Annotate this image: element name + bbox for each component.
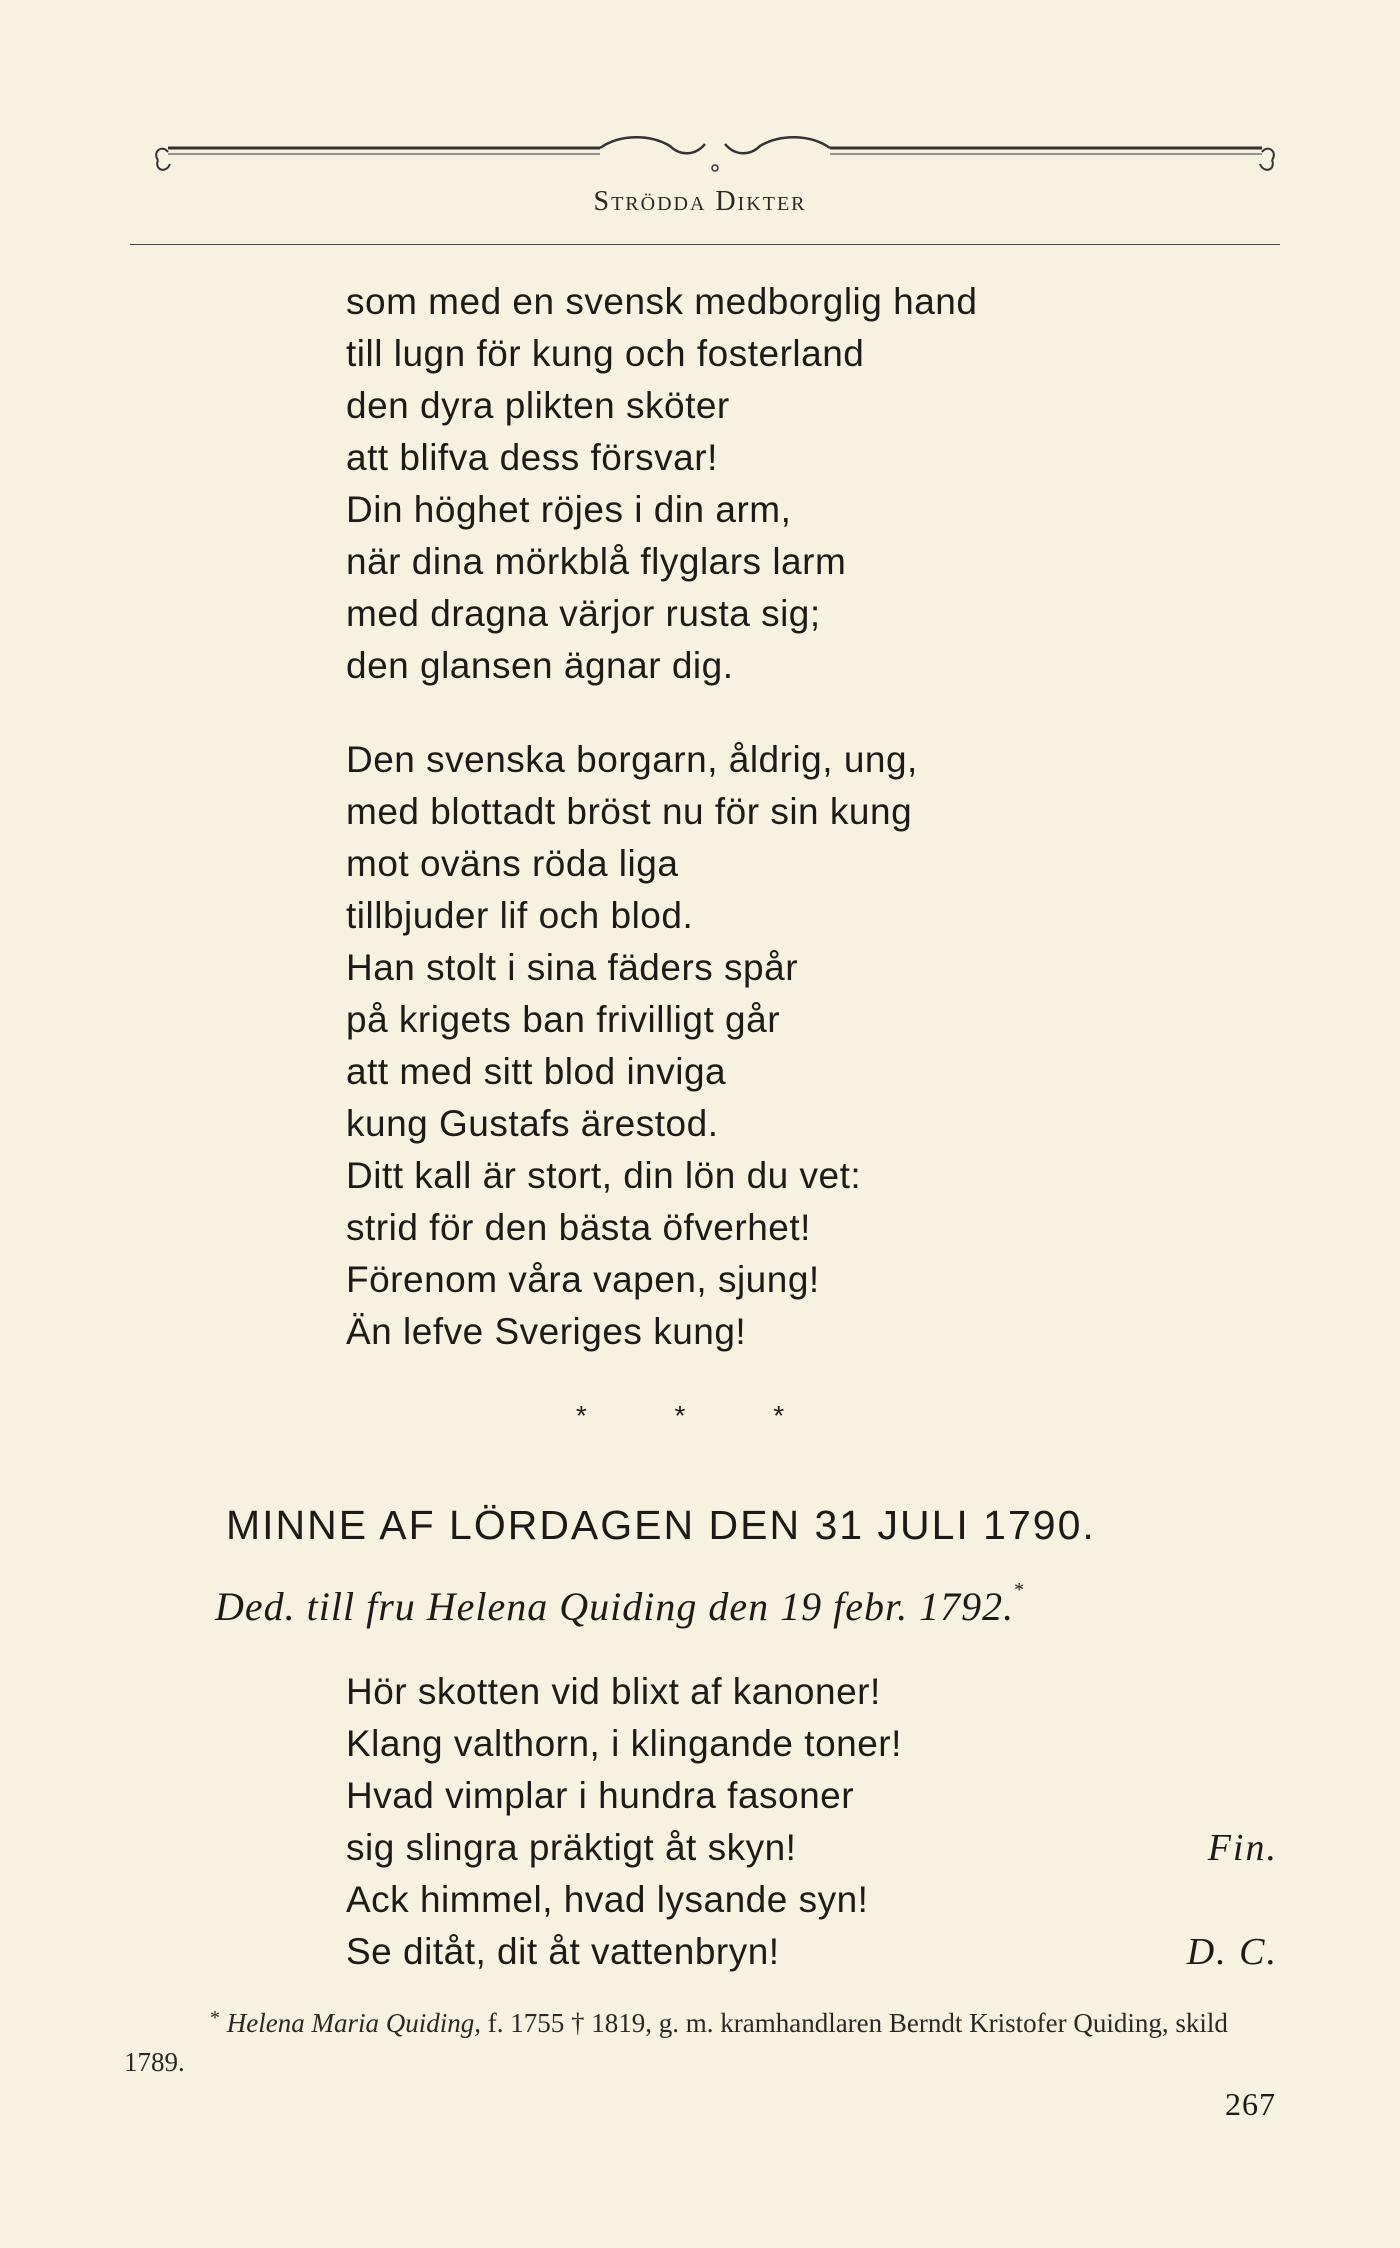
footnote [124,2005,1280,2080]
verse-line: Den svenska borgarn, åldrig, ung, [346,739,918,780]
footnote-mark: * [1014,1579,1026,1601]
poem-title: MINNE AF LÖRDAGEN DEN 31 JULI 1790. [226,1502,1096,1548]
verse-line: tillbjuder lif och blod. [346,895,694,936]
verse-line: Klang valthorn, i klingande toner! [346,1723,902,1764]
verse-line: att blifva dess försvar! [346,437,718,478]
verse-line: på krigets ban frivilligt går [346,999,781,1040]
verse-line: när dina mörkblå flyglars larm [346,541,847,582]
verse-line: som med en svensk medborglig hand [346,281,978,322]
marker-fin: Fin. [1207,1827,1278,1869]
verse-line: sig slingra präktigt åt skyn! [346,1827,797,1868]
footnote-mark: * [210,2007,220,2029]
header-rule [130,244,1280,245]
verse-line: strid för den bästa öfverhet! [346,1207,811,1248]
verse-line: Hör skotten vid blixt af kanoner! [346,1671,881,1712]
verse-line: med blottadt bröst nu för sin kung [346,791,913,832]
section-break: * * * [575,1400,825,1431]
verse-line: Än lefve Sveriges kung! [346,1311,747,1352]
verse-line: Ack himmel, hvad lysande syn! [346,1879,869,1920]
verse-line: med dragna värjor rusta sig; [346,593,821,634]
verse-line: Förenom våra vapen, sjung! [346,1259,820,1300]
footnote-text: f. 1755 † 1819, g. m. kramhandlaren Berndt Kristofer Quiding, skild 1789. [124,2008,1228,2077]
verse-line: Han stolt i sina fäders spår [346,947,799,988]
poem-dedication [215,1579,1026,1630]
verse-line: kung Gustafs ärestod. [346,1103,719,1144]
verse-line: Ditt kall är stort, din lön du vet: [346,1155,862,1196]
page-number: 267 [1225,2086,1276,2122]
header-ornament [150,130,1280,190]
marker-da-capo: D. C. [1186,1931,1278,1973]
verse-line: Se ditåt, dit åt vattenbryn! [346,1931,780,1972]
verse-line: mot oväns röda liga [346,843,679,884]
verse-line: till lugn för kung och fosterland [346,333,865,374]
dedication-text: Ded. till fru Helena Quiding den 19 febr. 1792. [215,1584,1015,1629]
verse-line: att med sitt blod inviga [346,1051,727,1092]
verse-line: Hvad vimplar i hundra fasoner [346,1775,855,1816]
verse-line: den glansen ägnar dig. [346,645,734,686]
running-head: Strödda Dikter [593,186,807,217]
verse-line: den dyra plikten sköter [346,385,730,426]
verse-line: Din höghet röjes i din arm, [346,489,792,530]
footnote-name: Helena Maria Quiding, [226,2008,481,2038]
